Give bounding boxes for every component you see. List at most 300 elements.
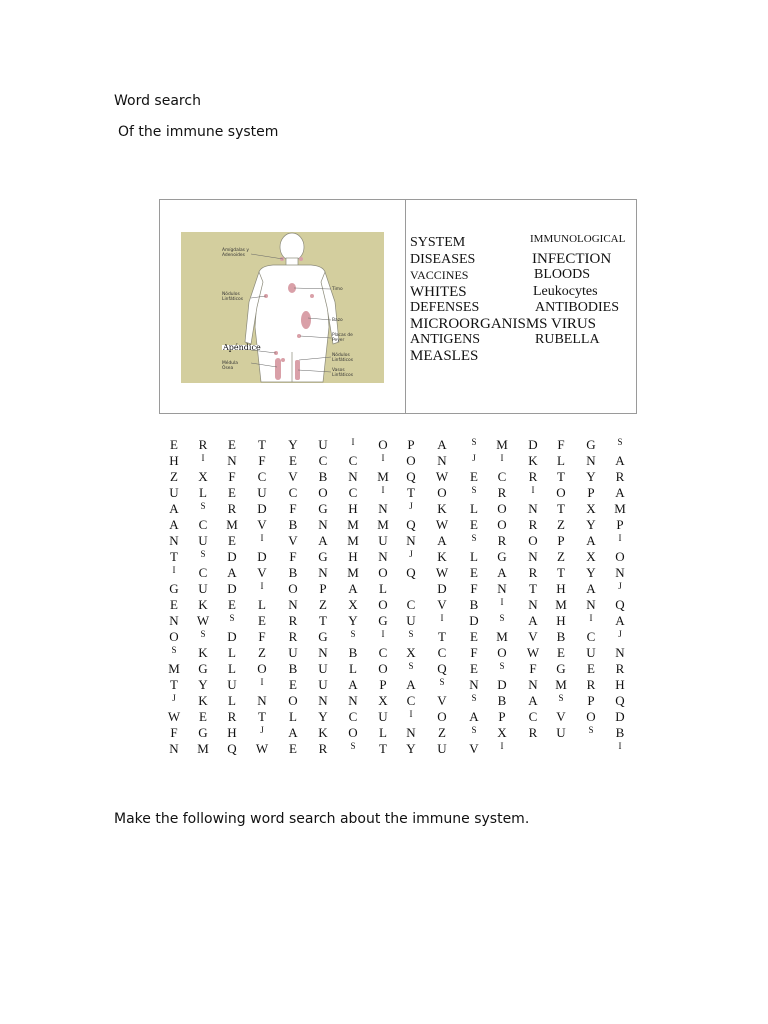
figure-label-appendix: Apéndice [223, 343, 261, 352]
grid-letter: S [200, 629, 206, 639]
grid-letter: X [406, 645, 416, 660]
grid-letter: H [615, 677, 625, 692]
word-list-item: DEFENSES [410, 300, 480, 315]
grid-letter: O [378, 661, 388, 676]
grid-letter: W [255, 741, 269, 756]
grid-letter: N [615, 565, 625, 580]
grid-letter: D [227, 629, 237, 644]
grid-letter: R [528, 517, 538, 532]
grid-letter: B [556, 629, 566, 644]
grid-letter: G [586, 437, 596, 452]
word-list [408, 232, 636, 372]
grid-letter: E [557, 645, 565, 660]
grid-letter: R [288, 629, 298, 644]
grid-letter: Q [406, 565, 416, 580]
grid-letter: N [169, 613, 179, 628]
grid-letter: L [470, 549, 478, 564]
grid-letter: M [496, 629, 508, 644]
grid-letter: C [318, 453, 328, 468]
grid-letter: W [435, 565, 449, 580]
grid-letter: O [288, 693, 298, 708]
grid-letter: R [497, 533, 507, 548]
grid-letter: E [470, 629, 478, 644]
human-body-icon [181, 232, 384, 383]
grid-letter: N [378, 501, 388, 516]
grid-letter: F [258, 453, 266, 468]
grid-letter: S [229, 613, 235, 623]
grid-letter: A [586, 533, 596, 548]
grid-letter: I [618, 533, 622, 543]
grid-letter: I [260, 677, 264, 687]
grid-letter: D [469, 613, 479, 628]
page-title: Word search [114, 93, 201, 109]
grid-letter: M [226, 517, 238, 532]
grid-letter: Q [615, 693, 625, 708]
grid-letter: B [469, 597, 479, 612]
grid-letter: N [437, 453, 447, 468]
grid-letter: U [406, 613, 416, 628]
grid-letter: N [169, 533, 179, 548]
grid-letter: O [497, 501, 507, 516]
grid-letter: S [350, 741, 356, 751]
grid-letter: L [379, 725, 387, 740]
grid-letter: U [198, 533, 208, 548]
grid-letter: R [615, 661, 625, 676]
grid-letter: D [257, 549, 267, 564]
grid-letter: C [528, 709, 538, 724]
grid-letter: K [437, 501, 447, 516]
grid-letter: N [288, 597, 298, 612]
grid-letter: M [496, 437, 508, 452]
grid-letter: G [198, 725, 208, 740]
grid-letter: F [289, 501, 297, 516]
grid-letter: C [198, 565, 208, 580]
grid-letter: M [197, 741, 209, 756]
grid-letter: H [556, 613, 566, 628]
grid-letter: D [227, 549, 237, 564]
grid-letter: T [170, 549, 178, 564]
grid-letter: V [288, 533, 298, 548]
grid-letter: A [169, 517, 179, 532]
grid-letter: U [257, 485, 267, 500]
grid-letter: U [227, 677, 237, 692]
grid-letter: S [471, 437, 477, 447]
figure-label-bone-marrow: Médula Ósea [222, 361, 238, 371]
grid-letter: J [618, 629, 622, 639]
grid-letter: S [499, 613, 505, 623]
letter-grid [160, 438, 630, 763]
grid-letter: T [319, 613, 327, 628]
grid-letter: I [201, 453, 205, 463]
grid-letter: A [528, 693, 538, 708]
grid-letter: N [528, 677, 538, 692]
grid-letter: Y [318, 709, 328, 724]
grid-letter: D [497, 677, 507, 692]
grid-letter: V [257, 517, 267, 532]
grid-letter: D [257, 501, 267, 516]
grid-letter: N [586, 597, 596, 612]
grid-letter: N [257, 693, 267, 708]
grid-letter: U [318, 677, 328, 692]
grid-letter: W [435, 517, 449, 532]
grid-letter: S [200, 501, 206, 511]
figure-label-lymph-vessels: Vasos Linfáticos [332, 368, 354, 378]
grid-letter: F [170, 725, 178, 740]
grid-letter: X [586, 549, 596, 564]
grid-letter: Q [227, 741, 237, 756]
instructions-text: Make the following word search about the immune system. [114, 811, 530, 827]
grid-letter: I [260, 533, 264, 543]
grid-letter: N [586, 453, 596, 468]
grid-letter: P [616, 517, 624, 532]
word-list-item: ANTIBODIES [535, 300, 619, 315]
grid-letter: U [378, 709, 388, 724]
grid-letter: O [378, 597, 388, 612]
grid-letter: S [499, 661, 505, 671]
grid-letter: O [437, 485, 447, 500]
grid-letter: W [196, 613, 210, 628]
grid-letter: R [497, 485, 507, 500]
grid-letter: V [437, 693, 447, 708]
word-list-item: BLOODS [534, 267, 591, 282]
grid-letter: S [408, 629, 414, 639]
grid-letter: O [378, 437, 388, 452]
grid-letter: P [379, 677, 387, 692]
grid-letter: H [556, 581, 566, 596]
grid-letter: I [618, 741, 622, 751]
grid-letter: P [587, 693, 595, 708]
grid-letter: C [497, 469, 507, 484]
grid-letter: O [586, 709, 596, 724]
grid-letter: J [409, 549, 413, 559]
grid-letter: I [381, 485, 385, 495]
grid-letter: S [471, 693, 477, 703]
grid-letter: R [615, 469, 625, 484]
grid-letter: N [528, 549, 538, 564]
grid-letter: A [318, 533, 328, 548]
grid-letter: C [288, 485, 298, 500]
grid-letter: V [257, 565, 267, 580]
grid-letter: D [227, 581, 237, 596]
grid-letter: E [289, 453, 297, 468]
grid-letter: E [289, 741, 297, 756]
grid-letter: R [528, 469, 538, 484]
grid-letter: I [500, 597, 504, 607]
grid-letter: A [469, 709, 479, 724]
grid-letter: N [318, 517, 328, 532]
grid-letter: F [228, 469, 236, 484]
grid-letter: D [437, 581, 447, 596]
grid-letter: L [470, 501, 478, 516]
grid-letter: R [227, 501, 237, 516]
grid-letter: Y [198, 677, 208, 692]
grid-letter: H [348, 549, 358, 564]
grid-letter: B [288, 565, 298, 580]
grid-letter: V [288, 469, 298, 484]
word-list-item: VACCINES [410, 268, 469, 282]
grid-letter: R [198, 437, 208, 452]
grid-letter: A [406, 677, 416, 692]
grid-letter: U [318, 661, 328, 676]
grid-letter: E [228, 485, 236, 500]
grid-letter: N [615, 645, 625, 660]
grid-letter: Z [319, 597, 327, 612]
word-list-item: RUBELLA [535, 332, 600, 347]
grid-letter: E [470, 517, 478, 532]
grid-letter: F [470, 581, 478, 596]
grid-letter: Y [288, 437, 298, 452]
grid-letter: Y [586, 517, 596, 532]
figure-label-lymph-nodes-lower: Nódulos Linfáticos [332, 353, 354, 363]
grid-letter: R [318, 741, 328, 756]
word-list-item: INFECTION [532, 251, 612, 267]
grid-letter: R [528, 725, 538, 740]
grid-letter: U [556, 725, 566, 740]
grid-letter: O [615, 549, 625, 564]
grid-letter: O [528, 533, 538, 548]
word-list-item: ANTIGENS [410, 332, 480, 347]
grid-letter: N [227, 453, 237, 468]
grid-letter: T [258, 709, 266, 724]
grid-letter: S [200, 549, 206, 559]
grid-letter: A [615, 485, 625, 500]
grid-letter: N [497, 581, 507, 596]
grid-letter: Y [586, 565, 596, 580]
grid-letter: I [351, 437, 355, 447]
grid-letter: N [528, 597, 538, 612]
grid-letter: E [170, 437, 178, 452]
grid-letter: Y [406, 741, 416, 756]
grid-letter: L [258, 597, 266, 612]
grid-letter: F [529, 661, 537, 676]
grid-letter: Y [348, 613, 358, 628]
grid-letter: K [528, 453, 538, 468]
grid-letter: O [288, 581, 298, 596]
grid-letter: V [437, 597, 447, 612]
grid-letter: A [348, 581, 358, 596]
word-search-panel [159, 199, 637, 414]
grid-letter: E [470, 565, 478, 580]
grid-letter: C [406, 597, 416, 612]
grid-letter: X [586, 501, 596, 516]
grid-letter: Y [586, 469, 596, 484]
grid-letter: X [198, 469, 208, 484]
grid-letter: P [319, 581, 327, 596]
grid-letter: U [318, 437, 328, 452]
grid-letter: U [378, 533, 388, 548]
grid-letter: O [169, 629, 179, 644]
grid-letter: E [258, 613, 266, 628]
grid-letter: C [348, 453, 358, 468]
grid-letter: B [288, 661, 298, 676]
grid-letter: R [227, 709, 237, 724]
grid-letter: F [289, 549, 297, 564]
grid-letter: O [497, 517, 507, 532]
grid-letter: X [378, 693, 388, 708]
grid-letter: D [528, 437, 538, 452]
grid-letter: G [556, 661, 566, 676]
grid-letter: L [228, 661, 236, 676]
figure-label-tonsils: Amígdalas y Adenoides [222, 248, 249, 258]
grid-letter: O [556, 485, 566, 500]
grid-letter: E [289, 677, 297, 692]
grid-letter: L [228, 645, 236, 660]
grid-letter: S [350, 629, 356, 639]
grid-letter: O [378, 565, 388, 580]
grid-letter: E [170, 597, 178, 612]
grid-letter: V [469, 741, 479, 756]
grid-letter: R [586, 677, 596, 692]
grid-letter: N [406, 533, 416, 548]
grid-letter: O [318, 485, 328, 500]
grid-letter: N [528, 501, 538, 516]
grid-letter: T [258, 437, 266, 452]
grid-letter: W [435, 469, 449, 484]
figure-label-lymph-nodes-upper: Nódulos Linfáticos [222, 292, 244, 302]
grid-letter: C [348, 709, 358, 724]
grid-letter: E [470, 661, 478, 676]
grid-letter: K [198, 645, 208, 660]
grid-letter: C [586, 629, 596, 644]
grid-letter: L [228, 693, 236, 708]
grid-letter: G [318, 501, 328, 516]
grid-letter: W [167, 709, 181, 724]
grid-letter: E [199, 709, 207, 724]
grid-letter: O [497, 645, 507, 660]
grid-letter: G [497, 549, 507, 564]
grid-letter: A [348, 677, 358, 692]
grid-letter: J [618, 581, 622, 591]
grid-letter: A [437, 533, 447, 548]
grid-letter: V [528, 629, 538, 644]
grid-letter: P [498, 709, 506, 724]
grid-letter: E [228, 437, 236, 452]
grid-letter: A [497, 565, 507, 580]
grid-letter: I [500, 741, 504, 751]
grid-letter: U [586, 645, 596, 660]
grid-letter: P [587, 485, 595, 500]
grid-letter: S [439, 677, 445, 687]
grid-letter: B [615, 725, 625, 740]
grid-letter: F [258, 629, 266, 644]
grid-letter: Q [406, 469, 416, 484]
word-list-item: DISEASES [410, 252, 476, 267]
grid-letter: Q [406, 517, 416, 532]
grid-letter: S [471, 533, 477, 543]
grid-letter: A [169, 501, 179, 516]
word-list-item: MICROORGANISMS VIRUS [410, 316, 597, 332]
grid-letter: I [381, 629, 385, 639]
grid-letter: E [470, 469, 478, 484]
grid-letter: G [318, 629, 328, 644]
grid-letter: H [348, 501, 358, 516]
grid-letter: O [348, 725, 358, 740]
grid-letter: B [348, 645, 358, 660]
grid-letter: C [406, 693, 416, 708]
figure-label-thymus: Timo [332, 287, 343, 292]
grid-letter: G [378, 613, 388, 628]
panel-divider [405, 200, 406, 413]
grid-letter: R [288, 613, 298, 628]
grid-letter: A [437, 437, 447, 452]
grid-letter: F [557, 437, 565, 452]
grid-letter: I [440, 613, 444, 623]
grid-letter: I [381, 453, 385, 463]
grid-letter: Q [615, 597, 625, 612]
grid-letter: B [288, 517, 298, 532]
figure-label-peyer-patches: Placas de Peyer [332, 333, 353, 343]
grid-letter: J [172, 693, 176, 703]
grid-letter: N [378, 549, 388, 564]
grid-letter: C [257, 469, 267, 484]
grid-letter: G [198, 661, 208, 676]
grid-letter: O [437, 709, 447, 724]
word-list-item: MEASLES [410, 348, 479, 364]
grid-letter: U [437, 741, 447, 756]
grid-letter: I [260, 581, 264, 591]
grid-letter: S [588, 725, 594, 735]
grid-letter: M [614, 501, 626, 516]
grid-letter: H [227, 725, 237, 740]
grid-letter: S [471, 485, 477, 495]
grid-letter: E [228, 533, 236, 548]
grid-letter: N [406, 725, 416, 740]
grid-letter: J [409, 501, 413, 511]
grid-letter: R [528, 565, 538, 580]
grid-letter: P [407, 437, 415, 452]
grid-letter: M [168, 661, 180, 676]
grid-letter: T [557, 501, 565, 516]
grid-letter: L [289, 709, 297, 724]
grid-letter: T [170, 677, 178, 692]
grid-letter: K [198, 693, 208, 708]
grid-letter: E [587, 661, 595, 676]
grid-letter: U [169, 485, 179, 500]
grid-letter: Z [170, 469, 178, 484]
grid-letter: N [318, 693, 328, 708]
grid-letter: M [377, 469, 389, 484]
grid-letter: L [379, 581, 387, 596]
grid-letter: A [528, 613, 538, 628]
grid-letter: B [318, 469, 328, 484]
grid-letter: B [497, 693, 507, 708]
grid-letter: K [318, 725, 328, 740]
grid-letter: T [557, 565, 565, 580]
grid-letter: J [472, 453, 476, 463]
grid-letter: K [198, 597, 208, 612]
word-list-item: IMMUNOLOGICAL [530, 233, 626, 245]
grid-letter: O [257, 661, 267, 676]
grid-letter: C [348, 485, 358, 500]
grid-letter: P [557, 533, 565, 548]
grid-letter: K [437, 549, 447, 564]
grid-letter: T [557, 469, 565, 484]
grid-letter: A [615, 613, 625, 628]
grid-letter: M [347, 517, 359, 532]
grid-letter: Z [258, 645, 266, 660]
word-list-item: WHITES [410, 284, 467, 300]
grid-letter: N [348, 693, 358, 708]
grid-letter: J [260, 725, 264, 735]
grid-letter: E [228, 597, 236, 612]
grid-letter: G [169, 581, 179, 596]
grid-letter: V [556, 709, 566, 724]
grid-letter: N [318, 645, 328, 660]
grid-letter: M [555, 597, 567, 612]
grid-letter: I [500, 453, 504, 463]
grid-letter: I [589, 613, 593, 623]
grid-letter: Z [438, 725, 446, 740]
